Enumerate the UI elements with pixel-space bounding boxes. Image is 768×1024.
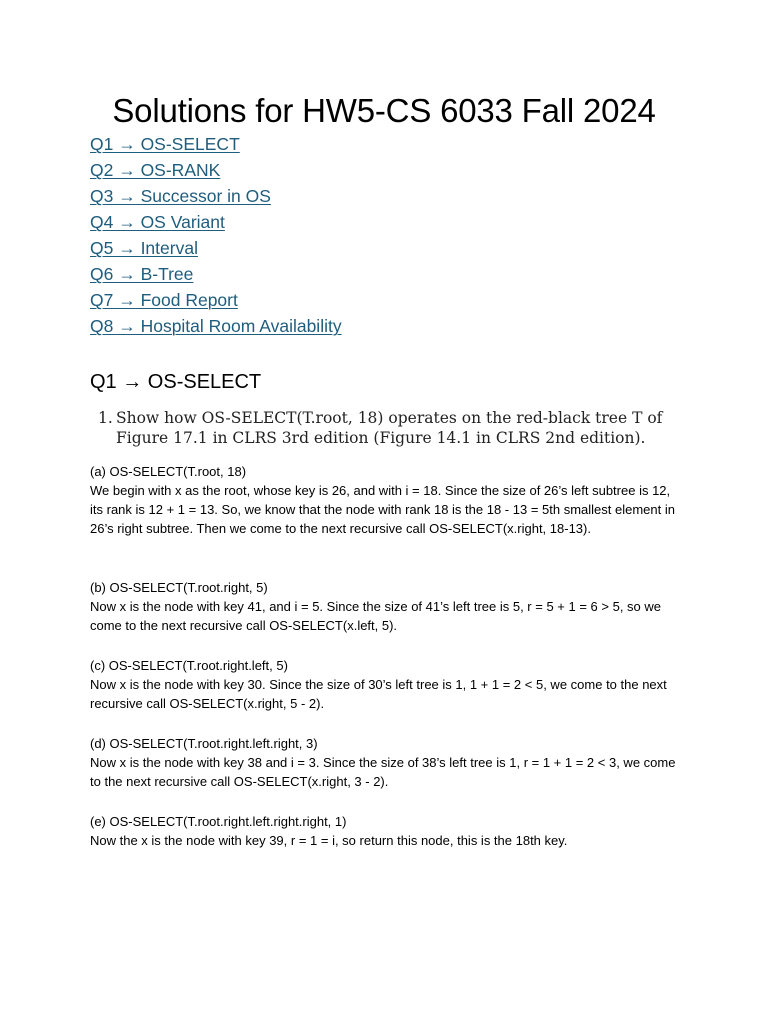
toc-item xyxy=(90,185,342,211)
toc-item xyxy=(90,159,342,185)
part-heading: (d) OS-SELECT(T.root.right.left.right, 3) xyxy=(90,736,318,751)
toc-item xyxy=(90,315,342,341)
toc-link-q8[interactable]: Q8 → Hospital Room Availability xyxy=(90,316,342,336)
toc-link-q7[interactable]: Q7 → Food Report xyxy=(90,290,238,310)
part-body: Now x is the node with key 30. Since the size of 30’s left tree is 1, 1 + 1 = 2 < 5, we come to the next recursive call OS-SELECT(x.right, 5 - 2). xyxy=(90,677,667,711)
part-heading: (e) OS-SELECT(T.root.right.left.right.right, 1) xyxy=(90,814,347,829)
part-body: Now the x is the node with key 39, r = 1 = i, so return this node, this is the 18th key. xyxy=(90,833,568,848)
solution-part-a xyxy=(90,462,680,538)
part-heading: (a) OS-SELECT(T.root, 18) xyxy=(90,464,247,479)
problem-text: Show how OS-SELECT(T.root, 18) operates on the red-black tree T of Figure 17.1 in CLRS 3rd edition (Figure 14.1 in CLRS 2nd edition). xyxy=(116,409,663,447)
toc-link-q2[interactable]: Q2 → OS-RANK xyxy=(90,160,221,180)
part-heading: (b) OS-SELECT(T.root.right, 5) xyxy=(90,580,268,595)
toc-link-q5[interactable]: Q5 → Interval xyxy=(90,238,198,258)
toc-link-q6[interactable]: Q6 → B-Tree xyxy=(90,264,194,284)
part-body: Now x is the node with key 38 and i = 3. Since the size of 38’s left tree is 1, r = 1 + 1 = 2 < 3, we come to the next recursive call OS-SELECT(x.right, 3 - 2). xyxy=(90,755,676,789)
page-title: Solutions for HW5-CS 6033 Fall 2024 xyxy=(112,92,656,129)
part-body: We begin with x as the root, whose key is 26, and with i = 18. Since the size of 26’s left subtree is 12, its rank is 12 + 1 = 13. So, we know that the node with rank 18 is the 18 - 13 = 5th smallest element in 26’s right subtree. Then we come to the next recursive call OS-SELECT(x.right, 18-13). xyxy=(90,483,675,536)
toc-item xyxy=(90,237,342,263)
part-body: Now x is the node with key 41, and i = 5. Since the size of 41’s left tree is 5, r = 5 + 1 = 6 > 5, so we come to the next recursive call OS-SELECT(x.left, 5). xyxy=(90,599,661,633)
solution-part-c xyxy=(90,656,680,713)
toc-link-q4[interactable]: Q4 → OS Variant xyxy=(90,212,225,232)
section-heading-q1: Q1 → OS-SELECT xyxy=(90,371,262,393)
toc-item xyxy=(90,263,342,289)
toc-link-q1[interactable]: Q1 → OS-SELECT xyxy=(90,134,240,154)
solution-part-d xyxy=(90,734,680,791)
solution-part-b xyxy=(90,578,680,635)
part-heading: (c) OS-SELECT(T.root.right.left, 5) xyxy=(90,658,288,673)
toc-item xyxy=(90,289,342,315)
problem-number: 1. xyxy=(98,409,113,427)
solution-part-e xyxy=(90,812,680,850)
toc-link-q3[interactable]: Q3 → Successor in OS xyxy=(90,186,271,206)
toc-item xyxy=(90,133,342,159)
table-of-contents xyxy=(90,133,342,341)
toc-item xyxy=(90,211,342,237)
